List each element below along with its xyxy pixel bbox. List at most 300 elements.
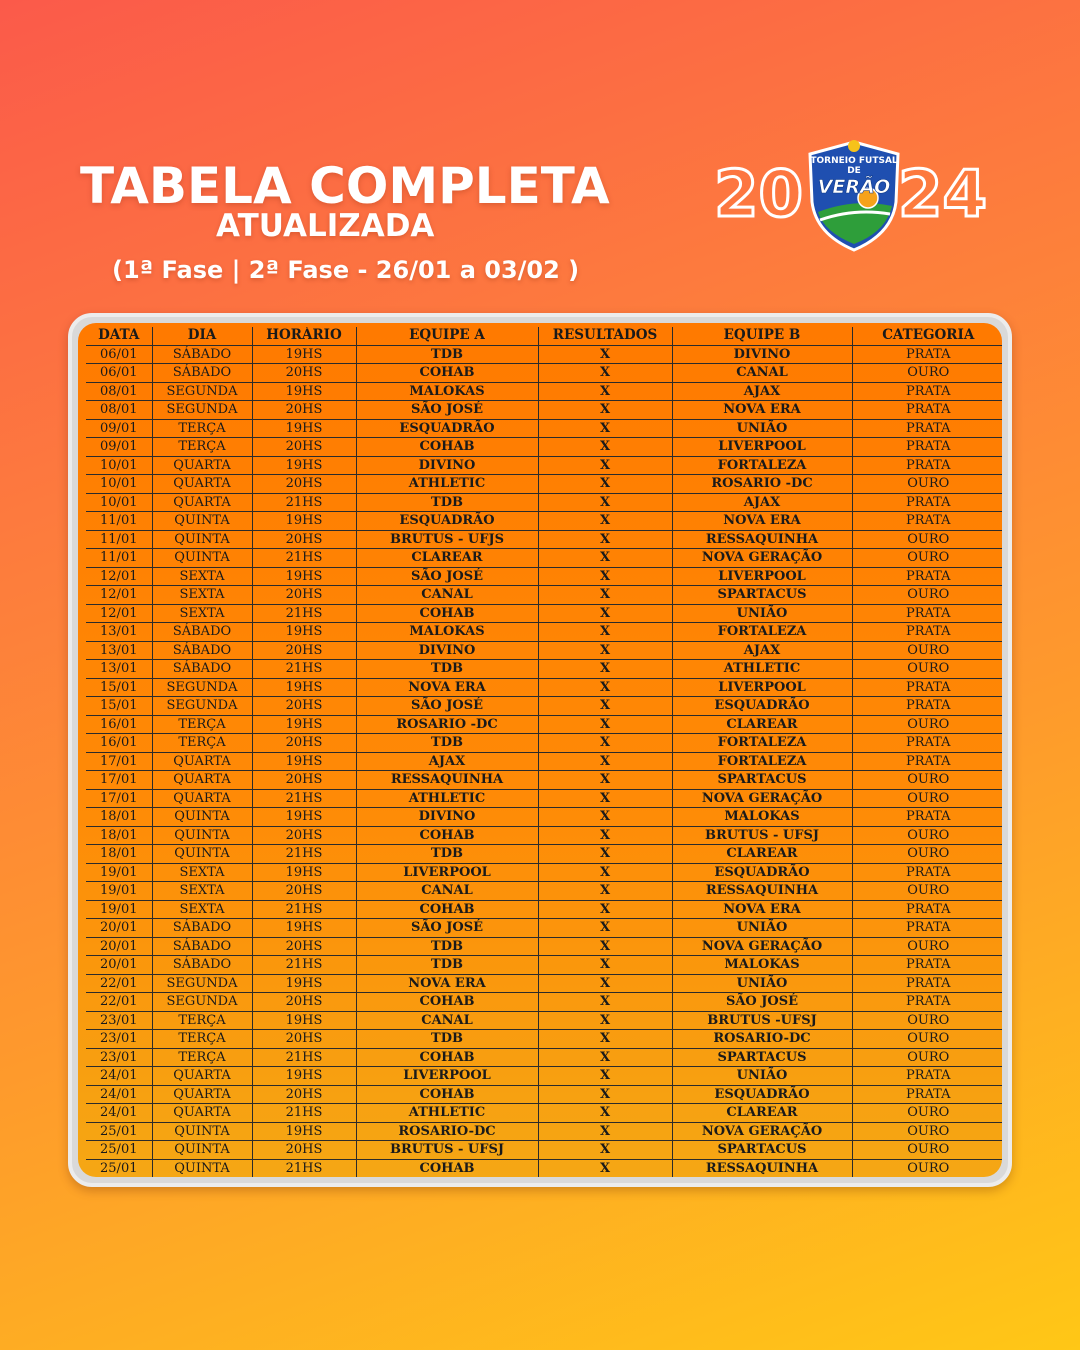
cell-time: 20HS: [252, 826, 356, 845]
cell-team-a: SÃO JOSÉ: [356, 919, 538, 938]
table-row: [86, 382, 1002, 401]
cell-category: PRATA: [852, 419, 1002, 438]
cell-team-a: LIVERPOOL: [356, 1067, 538, 1086]
cell-date: 17/01: [86, 752, 152, 771]
cell-day: QUARTA: [152, 752, 252, 771]
cell-result: X: [538, 882, 672, 901]
cell-date: 15/01: [86, 678, 152, 697]
cell-result: X: [538, 623, 672, 642]
cell-date: 17/01: [86, 789, 152, 808]
cell-time: 19HS: [252, 382, 356, 401]
cell-result: X: [538, 752, 672, 771]
cell-date: 11/01: [86, 530, 152, 549]
cell-time: 21HS: [252, 1159, 356, 1177]
cell-team-a: TDB: [356, 845, 538, 864]
cell-date: 11/01: [86, 549, 152, 568]
cell-team-b: BRUTUS -UFSJ: [672, 1011, 852, 1030]
cell-day: QUARTA: [152, 789, 252, 808]
cell-category: OURO: [852, 715, 1002, 734]
cell-team-a: CANAL: [356, 586, 538, 605]
logo-year-right: 24: [898, 158, 988, 232]
table-row: [86, 752, 1002, 771]
table-row: [86, 1048, 1002, 1067]
cell-date: 24/01: [86, 1085, 152, 1104]
cell-result: X: [538, 715, 672, 734]
cell-time: 19HS: [252, 345, 356, 364]
cell-day: TERÇA: [152, 715, 252, 734]
cell-time: 19HS: [252, 863, 356, 882]
cell-time: 19HS: [252, 456, 356, 475]
cell-team-a: SÃO JOSÉ: [356, 567, 538, 586]
table-row: [86, 678, 1002, 697]
cell-team-a: ESQUADRÃO: [356, 512, 538, 531]
cell-result: X: [538, 475, 672, 494]
cell-team-b: NOVA GERAÇÃO: [672, 937, 852, 956]
cell-date: 08/01: [86, 401, 152, 420]
cell-date: 08/01: [86, 382, 152, 401]
cell-time: 21HS: [252, 493, 356, 512]
cell-date: 18/01: [86, 826, 152, 845]
cell-category: PRATA: [852, 956, 1002, 975]
table-row: [86, 419, 1002, 438]
cell-day: QUINTA: [152, 826, 252, 845]
cell-team-b: CLAREAR: [672, 715, 852, 734]
cell-time: 20HS: [252, 1141, 356, 1160]
cell-team-a: COHAB: [356, 1085, 538, 1104]
cell-day: SEXTA: [152, 567, 252, 586]
cell-category: OURO: [852, 826, 1002, 845]
cell-time: 21HS: [252, 789, 356, 808]
cell-result: X: [538, 660, 672, 679]
cell-team-b: UNIÃO: [672, 919, 852, 938]
cell-team-b: SPARTACUS: [672, 1048, 852, 1067]
cell-category: PRATA: [852, 678, 1002, 697]
logo-year-left: 20: [714, 158, 804, 232]
cell-day: SEGUNDA: [152, 697, 252, 716]
cell-category: PRATA: [852, 1067, 1002, 1086]
cell-team-a: ATHLETIC: [356, 789, 538, 808]
cell-time: 21HS: [252, 900, 356, 919]
cell-result: X: [538, 530, 672, 549]
cell-category: OURO: [852, 475, 1002, 494]
cell-time: 20HS: [252, 438, 356, 457]
cell-team-a: ESQUADRÃO: [356, 419, 538, 438]
cell-time: 20HS: [252, 937, 356, 956]
cell-date: 12/01: [86, 586, 152, 605]
cell-day: SÁBADO: [152, 345, 252, 364]
cell-team-b: UNIÃO: [672, 604, 852, 623]
cell-time: 19HS: [252, 623, 356, 642]
table-row: [86, 345, 1002, 364]
cell-team-b: CANAL: [672, 364, 852, 383]
cell-time: 20HS: [252, 771, 356, 790]
cell-team-b: RESSAQUINHA: [672, 882, 852, 901]
cell-date: 15/01: [86, 697, 152, 716]
cell-team-a: SÃO JOSÉ: [356, 401, 538, 420]
cell-day: SÁBADO: [152, 919, 252, 938]
cell-day: SÁBADO: [152, 364, 252, 383]
cell-day: QUINTA: [152, 1122, 252, 1141]
cell-date: 19/01: [86, 882, 152, 901]
cell-team-a: COHAB: [356, 993, 538, 1012]
cell-team-a: TDB: [356, 937, 538, 956]
table-row: [86, 401, 1002, 420]
table-row: [86, 845, 1002, 864]
cell-result: X: [538, 567, 672, 586]
cell-day: QUARTA: [152, 475, 252, 494]
cell-category: OURO: [852, 882, 1002, 901]
cell-category: PRATA: [852, 456, 1002, 475]
table-row: [86, 1030, 1002, 1049]
cell-team-b: UNIÃO: [672, 1067, 852, 1086]
table-row: [86, 937, 1002, 956]
cell-date: 20/01: [86, 919, 152, 938]
table-row: [86, 993, 1002, 1012]
cell-time: 21HS: [252, 1048, 356, 1067]
cell-result: X: [538, 512, 672, 531]
cell-result: X: [538, 1067, 672, 1086]
cell-team-b: ATHLETIC: [672, 660, 852, 679]
table-row: [86, 826, 1002, 845]
cell-result: X: [538, 382, 672, 401]
cell-day: QUARTA: [152, 771, 252, 790]
cell-day: SEGUNDA: [152, 401, 252, 420]
cell-category: PRATA: [852, 345, 1002, 364]
cell-team-b: NOVA GERAÇÃO: [672, 789, 852, 808]
cell-date: 06/01: [86, 364, 152, 383]
cell-result: X: [538, 1011, 672, 1030]
cell-day: SÁBADO: [152, 660, 252, 679]
table-row: [86, 1122, 1002, 1141]
cell-team-a: COHAB: [356, 1048, 538, 1067]
cell-date: 23/01: [86, 1011, 152, 1030]
cell-date: 13/01: [86, 623, 152, 642]
cell-category: OURO: [852, 789, 1002, 808]
table-row: [86, 364, 1002, 383]
cell-team-a: DIVINO: [356, 808, 538, 827]
cell-time: 19HS: [252, 678, 356, 697]
schedule-table-body: [86, 345, 1002, 1177]
cell-team-b: NOVA GERAÇÃO: [672, 1122, 852, 1141]
logo-badge-top: TORNEIO FUTSAL DE: [810, 156, 898, 176]
cell-team-a: NOVA ERA: [356, 974, 538, 993]
cell-time: 21HS: [252, 660, 356, 679]
cell-date: 10/01: [86, 456, 152, 475]
cell-category: OURO: [852, 530, 1002, 549]
cell-team-b: LIVERPOOL: [672, 438, 852, 457]
cell-category: PRATA: [852, 919, 1002, 938]
phase-info: (1ª Fase | 2ª Fase - 26/01 a 03/02 ): [112, 256, 580, 284]
cell-category: OURO: [852, 641, 1002, 660]
cell-time: 19HS: [252, 974, 356, 993]
cell-day: SÁBADO: [152, 641, 252, 660]
cell-date: 25/01: [86, 1122, 152, 1141]
cell-result: X: [538, 1030, 672, 1049]
table-row: [86, 1067, 1002, 1086]
cell-team-a: COHAB: [356, 604, 538, 623]
cell-team-a: TDB: [356, 1030, 538, 1049]
page-subtitle: ATUALIZADA: [216, 208, 435, 244]
table-row: [86, 475, 1002, 494]
cell-day: SEGUNDA: [152, 678, 252, 697]
cell-date: 19/01: [86, 863, 152, 882]
cell-date: 25/01: [86, 1141, 152, 1160]
cell-date: 13/01: [86, 641, 152, 660]
table-row: [86, 919, 1002, 938]
cell-category: PRATA: [852, 900, 1002, 919]
cell-day: QUINTA: [152, 530, 252, 549]
cell-category: OURO: [852, 845, 1002, 864]
table-row: [86, 549, 1002, 568]
cell-result: X: [538, 549, 672, 568]
cell-category: PRATA: [852, 1085, 1002, 1104]
cell-time: 19HS: [252, 752, 356, 771]
cell-date: 10/01: [86, 475, 152, 494]
cell-category: PRATA: [852, 382, 1002, 401]
cell-category: OURO: [852, 1030, 1002, 1049]
cell-day: QUARTA: [152, 1085, 252, 1104]
cell-team-a: AJAX: [356, 752, 538, 771]
cell-date: 12/01: [86, 567, 152, 586]
cell-team-b: FORTALEZA: [672, 752, 852, 771]
cell-team-a: CANAL: [356, 1011, 538, 1030]
cell-result: X: [538, 937, 672, 956]
cell-team-b: BRUTUS - UFSJ: [672, 826, 852, 845]
cell-time: 19HS: [252, 512, 356, 531]
table-row: [86, 1141, 1002, 1160]
cell-date: 20/01: [86, 937, 152, 956]
table-row: [86, 1085, 1002, 1104]
cell-team-a: MALOKAS: [356, 623, 538, 642]
schedule-table-head: [86, 327, 1002, 345]
table-row: [86, 438, 1002, 457]
cell-category: PRATA: [852, 567, 1002, 586]
table-row: [86, 882, 1002, 901]
cell-day: SÁBADO: [152, 937, 252, 956]
cell-result: X: [538, 734, 672, 753]
cell-result: X: [538, 438, 672, 457]
cell-result: X: [538, 641, 672, 660]
cell-time: 20HS: [252, 475, 356, 494]
table-row: [86, 567, 1002, 586]
cell-category: PRATA: [852, 734, 1002, 753]
cell-team-b: ROSARIO -DC: [672, 475, 852, 494]
cell-date: 09/01: [86, 438, 152, 457]
cell-day: TERÇA: [152, 1030, 252, 1049]
cell-date: 25/01: [86, 1159, 152, 1177]
table-row: [86, 493, 1002, 512]
table-row: [86, 1159, 1002, 1177]
cell-category: PRATA: [852, 401, 1002, 420]
cell-team-b: DIVINO: [672, 345, 852, 364]
cell-day: TERÇA: [152, 734, 252, 753]
table-row: [86, 586, 1002, 605]
cell-team-b: SPARTACUS: [672, 586, 852, 605]
cell-category: OURO: [852, 1048, 1002, 1067]
cell-result: X: [538, 678, 672, 697]
cell-result: X: [538, 956, 672, 975]
cell-team-a: COHAB: [356, 826, 538, 845]
cell-date: 24/01: [86, 1067, 152, 1086]
cell-team-a: COHAB: [356, 364, 538, 383]
cell-result: X: [538, 345, 672, 364]
cell-team-a: ROSARIO -DC: [356, 715, 538, 734]
cell-day: QUINTA: [152, 512, 252, 531]
cell-result: X: [538, 900, 672, 919]
cell-time: 21HS: [252, 604, 356, 623]
cell-result: X: [538, 604, 672, 623]
cell-day: SEXTA: [152, 586, 252, 605]
cell-team-b: AJAX: [672, 641, 852, 660]
cell-result: X: [538, 826, 672, 845]
cell-day: SEGUNDA: [152, 993, 252, 1012]
cell-date: 22/01: [86, 974, 152, 993]
schedule-header-row: [86, 327, 1002, 345]
schedule-panel: [68, 313, 1012, 1187]
table-row: [86, 715, 1002, 734]
table-row: [86, 512, 1002, 531]
cell-time: 20HS: [252, 364, 356, 383]
cell-day: QUINTA: [152, 1159, 252, 1177]
cell-category: OURO: [852, 549, 1002, 568]
cell-result: X: [538, 919, 672, 938]
cell-team-a: DIVINO: [356, 456, 538, 475]
cell-team-b: FORTALEZA: [672, 623, 852, 642]
cell-team-b: RESSAQUINHA: [672, 530, 852, 549]
cell-team-a: COHAB: [356, 900, 538, 919]
cell-team-b: NOVA ERA: [672, 900, 852, 919]
cell-time: 19HS: [252, 419, 356, 438]
cell-team-a: NOVA ERA: [356, 678, 538, 697]
cell-time: 20HS: [252, 401, 356, 420]
header: [0, 0, 1080, 300]
table-row: [86, 456, 1002, 475]
cell-category: OURO: [852, 1159, 1002, 1177]
cell-category: PRATA: [852, 623, 1002, 642]
cell-time: 19HS: [252, 1067, 356, 1086]
table-row: [86, 697, 1002, 716]
cell-category: PRATA: [852, 438, 1002, 457]
cell-team-b: SPARTACUS: [672, 1141, 852, 1160]
cell-team-b: CLAREAR: [672, 1104, 852, 1123]
cell-day: TERÇA: [152, 1048, 252, 1067]
cell-team-b: LIVERPOOL: [672, 567, 852, 586]
cell-team-b: NOVA GERAÇÃO: [672, 549, 852, 568]
table-row: [86, 623, 1002, 642]
cell-date: 13/01: [86, 660, 152, 679]
page-title: TABELA COMPLETA: [80, 157, 610, 215]
column-header-time: HORÁRIO: [252, 327, 356, 345]
cell-day: QUARTA: [152, 1067, 252, 1086]
cell-team-a: TDB: [356, 345, 538, 364]
cell-team-a: ATHLETIC: [356, 475, 538, 494]
cell-result: X: [538, 771, 672, 790]
cell-category: PRATA: [852, 604, 1002, 623]
schedule-table: [86, 327, 1002, 1177]
cell-team-a: SÃO JOSÉ: [356, 697, 538, 716]
cell-team-b: ROSARIO-DC: [672, 1030, 852, 1049]
cell-date: 16/01: [86, 715, 152, 734]
cell-time: 20HS: [252, 993, 356, 1012]
cell-team-b: ESQUADRÃO: [672, 863, 852, 882]
cell-team-a: DIVINO: [356, 641, 538, 660]
table-row: [86, 734, 1002, 753]
cell-date: 18/01: [86, 845, 152, 864]
cell-day: QUINTA: [152, 808, 252, 827]
cell-date: 11/01: [86, 512, 152, 531]
cell-result: X: [538, 493, 672, 512]
cell-category: OURO: [852, 660, 1002, 679]
cell-team-a: TDB: [356, 956, 538, 975]
cell-category: PRATA: [852, 697, 1002, 716]
cell-day: TERÇA: [152, 419, 252, 438]
logo-badge-word: VERÃO: [817, 176, 891, 198]
cell-category: PRATA: [852, 493, 1002, 512]
cell-day: SEXTA: [152, 604, 252, 623]
cell-team-b: MALOKAS: [672, 808, 852, 827]
cell-team-a: TDB: [356, 660, 538, 679]
cell-time: 20HS: [252, 882, 356, 901]
cell-day: SÁBADO: [152, 956, 252, 975]
cell-result: X: [538, 419, 672, 438]
table-row: [86, 900, 1002, 919]
cell-category: OURO: [852, 1104, 1002, 1123]
cell-time: 20HS: [252, 1030, 356, 1049]
cell-result: X: [538, 845, 672, 864]
cell-team-a: TDB: [356, 734, 538, 753]
cell-day: QUARTA: [152, 456, 252, 475]
cell-result: X: [538, 1085, 672, 1104]
cell-date: 24/01: [86, 1104, 152, 1123]
cell-time: 19HS: [252, 567, 356, 586]
cell-category: OURO: [852, 586, 1002, 605]
cell-team-a: MALOKAS: [356, 382, 538, 401]
cell-team-a: RESSAQUINHA: [356, 771, 538, 790]
cell-date: 18/01: [86, 808, 152, 827]
cell-team-a: ATHLETIC: [356, 1104, 538, 1123]
cell-team-b: SPARTACUS: [672, 771, 852, 790]
cell-date: 20/01: [86, 956, 152, 975]
cell-result: X: [538, 993, 672, 1012]
cell-team-a: BRUTUS - UFSJ: [356, 1141, 538, 1160]
cell-time: 20HS: [252, 697, 356, 716]
cell-time: 19HS: [252, 1122, 356, 1141]
cell-day: QUARTA: [152, 493, 252, 512]
cell-team-a: CANAL: [356, 882, 538, 901]
cell-day: SEGUNDA: [152, 974, 252, 993]
cell-category: PRATA: [852, 752, 1002, 771]
cell-time: 20HS: [252, 586, 356, 605]
cell-day: SEGUNDA: [152, 382, 252, 401]
cell-result: X: [538, 401, 672, 420]
cell-time: 21HS: [252, 956, 356, 975]
cell-date: 19/01: [86, 900, 152, 919]
column-header-team-a: EQUIPE A: [356, 327, 538, 345]
cell-result: X: [538, 456, 672, 475]
cell-date: 12/01: [86, 604, 152, 623]
cell-team-a: LIVERPOOL: [356, 863, 538, 882]
cell-day: SEXTA: [152, 863, 252, 882]
cell-day: TERÇA: [152, 438, 252, 457]
table-row: [86, 641, 1002, 660]
cell-time: 19HS: [252, 919, 356, 938]
cell-date: 23/01: [86, 1048, 152, 1067]
cell-team-b: FORTALEZA: [672, 456, 852, 475]
cell-team-b: NOVA ERA: [672, 512, 852, 531]
cell-category: PRATA: [852, 974, 1002, 993]
cell-result: X: [538, 863, 672, 882]
cell-result: X: [538, 1141, 672, 1160]
